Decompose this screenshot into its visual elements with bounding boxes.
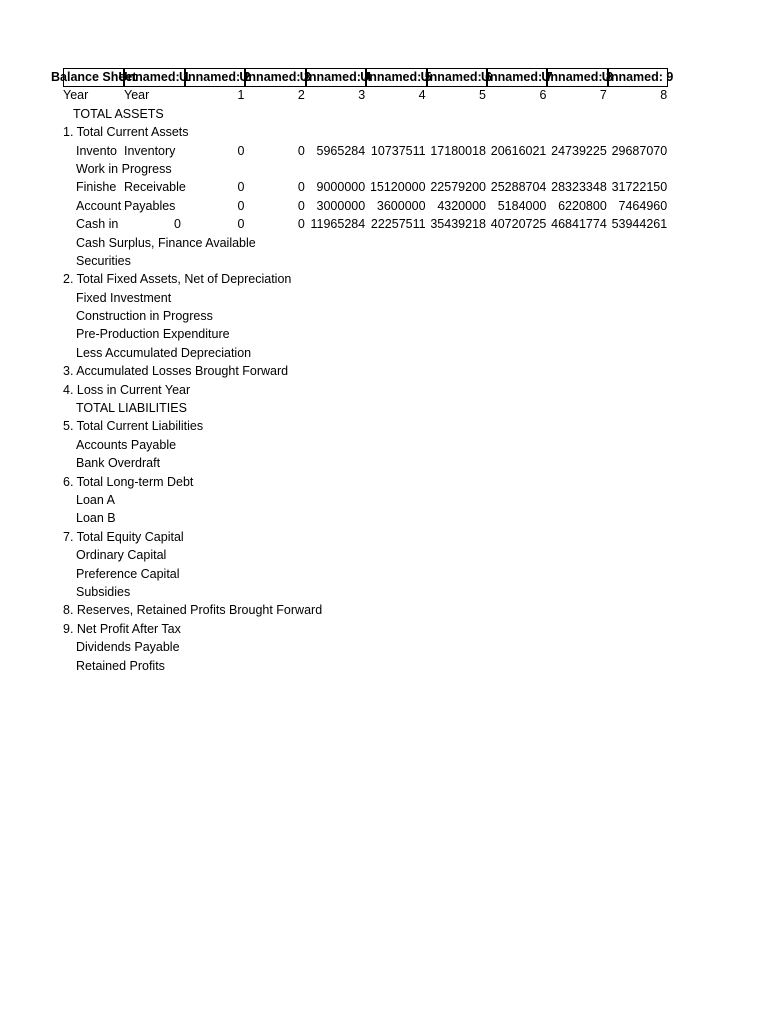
table-body (63, 105, 668, 675)
value-cell: 15120000 (369, 180, 426, 195)
table-row (63, 142, 668, 160)
value-cell: 0 (297, 143, 305, 158)
balance-sheet-table (51, 68, 674, 675)
table-row (63, 344, 668, 362)
year-number: 3 (358, 88, 366, 103)
row-label: Finishe (76, 180, 117, 195)
value-cell: 0 (237, 180, 245, 195)
value-cell: 4320000 (437, 198, 486, 213)
value-cell: 25288704 (490, 180, 547, 195)
table-row (63, 234, 668, 252)
row-label: 3. Accumulated Losses Brought Forward (63, 364, 289, 379)
row-sublabel: Payables (124, 198, 176, 213)
row-label: Work in Progress (76, 161, 172, 176)
value-cell: 24739225 (551, 143, 607, 158)
value-cell: 0 (237, 143, 245, 158)
value-cell: 3000000 (316, 198, 366, 213)
table-row (63, 509, 668, 527)
table-row (63, 197, 668, 215)
row-label: TOTAL ASSETS (73, 106, 164, 121)
header-cell: Unnamed: 3 (245, 68, 305, 87)
row-label: 2. Total Fixed Assets, Net of Depreciation (63, 272, 292, 287)
year-number: 8 (660, 88, 668, 103)
row-label: 8. Reserves, Retained Profits Brought Forward (63, 603, 323, 618)
value-cell: 29687070 (611, 143, 668, 158)
row-label: Securities (76, 253, 131, 268)
row-label: Retained Profits (76, 658, 165, 673)
row-label: 6. Total Long-term Debt (63, 474, 194, 489)
row-label: Preference Capital (76, 566, 180, 581)
row-label: Cash Surplus, Finance Available (76, 235, 256, 250)
row-sublabel: Inventory (124, 143, 176, 158)
year-number: 2 (297, 88, 305, 103)
row-label: Ordinary Capital (76, 548, 167, 563)
year-row (63, 86, 668, 104)
value-cell: 20616021 (490, 143, 547, 158)
row-sublabel: 0 (174, 217, 181, 232)
year-number: 4 (418, 88, 426, 103)
value-cell: 0 (297, 198, 305, 213)
row-label: 5. Total Current Liabilities (63, 419, 204, 434)
header-cell: Balance Sheet (63, 68, 124, 87)
year-label: Year (124, 88, 150, 103)
header-cell: Unnamed: 6 (427, 68, 487, 87)
value-cell: 40720725 (490, 217, 547, 232)
year-number: 6 (539, 88, 547, 103)
value-cell: 10737511 (370, 143, 426, 158)
value-cell: 5965284 (316, 143, 366, 158)
row-label: Loan B (76, 511, 116, 526)
row-label: Invento (76, 143, 118, 158)
row-label: Construction in Progress (76, 309, 213, 324)
table-row (63, 270, 668, 288)
value-cell: 53944261 (611, 217, 668, 232)
table-row (63, 325, 668, 343)
value-cell: 0 (297, 180, 305, 195)
table-row (63, 399, 668, 417)
table-row (63, 491, 668, 509)
header-cell: Unnamed: 4 (306, 68, 366, 87)
value-cell: 31722150 (611, 180, 668, 195)
table-row (63, 178, 668, 196)
year-number: 7 (599, 88, 607, 103)
value-cell: 28323348 (551, 180, 607, 195)
table-row (63, 307, 668, 325)
value-cell: 6220800 (558, 198, 607, 213)
year-label: Year (63, 88, 89, 103)
table-row (63, 252, 668, 270)
row-label: 1. Total Current Assets (63, 125, 189, 140)
value-cell: 9000000 (316, 180, 366, 195)
row-label: 9. Net Profit After Tax (63, 621, 181, 636)
table-row (63, 583, 668, 601)
table-row (63, 123, 668, 141)
table-row (63, 528, 668, 546)
row-sublabel: Receivable (124, 180, 186, 195)
table-row (63, 160, 668, 178)
table-row (63, 289, 668, 307)
table-row (63, 657, 668, 675)
row-label: Bank Overdraft (76, 456, 161, 471)
table-row (63, 601, 668, 619)
year-number: 5 (479, 88, 486, 103)
table-row (63, 546, 668, 564)
header-cell: Unnamed: 7 (487, 68, 547, 87)
header-cell: Unnamed: 8 (547, 68, 607, 87)
value-cell: 22579200 (430, 180, 486, 195)
value-cell: 46841774 (551, 217, 607, 232)
value-cell: 35439218 (430, 217, 486, 232)
table-row (63, 381, 668, 399)
year-number: 1 (237, 88, 245, 103)
row-label: 7. Total Equity Capital (63, 529, 184, 544)
row-label: Account (76, 198, 122, 213)
header-cell: Unnamed: 5 (366, 68, 426, 87)
row-label: Less Accumulated Depreciation (76, 345, 252, 360)
header-cell: Unnamed: 9 (608, 68, 668, 87)
value-cell: 5184000 (497, 198, 547, 213)
header-cell: Unnamed: 2 (185, 68, 245, 87)
row-label: Cash in (76, 217, 119, 232)
row-label: Subsidies (76, 584, 131, 599)
table-row (63, 215, 668, 233)
value-cell: 0 (237, 198, 245, 213)
value-cell: 0 (297, 217, 305, 232)
row-label: Fixed Investment (76, 290, 172, 305)
table-row (63, 454, 668, 472)
header-row (51, 68, 674, 86)
value-cell: 0 (237, 217, 245, 232)
table-row (63, 620, 668, 638)
row-label: Pre-Production Expenditure (76, 327, 230, 342)
table-row (63, 436, 668, 454)
value-cell: 3600000 (376, 198, 426, 213)
value-cell: 7464960 (618, 198, 668, 213)
row-label: Dividends Payable (76, 640, 180, 655)
row-label: Loan A (76, 492, 115, 507)
table-row (63, 565, 668, 583)
value-cell: 17180018 (430, 143, 486, 158)
row-label: Accounts Payable (76, 437, 177, 452)
row-label: TOTAL LIABILITIES (76, 401, 187, 416)
table-row (63, 417, 668, 435)
table-row (63, 638, 668, 656)
row-label: 4. Loss in Current Year (63, 382, 191, 397)
table-row (63, 362, 668, 380)
table-row (63, 473, 668, 491)
header-cell: Unnamed: 1 (124, 68, 185, 87)
value-cell: 11965284 (310, 217, 366, 232)
table-row (63, 105, 668, 123)
value-cell: 22257511 (370, 217, 426, 232)
